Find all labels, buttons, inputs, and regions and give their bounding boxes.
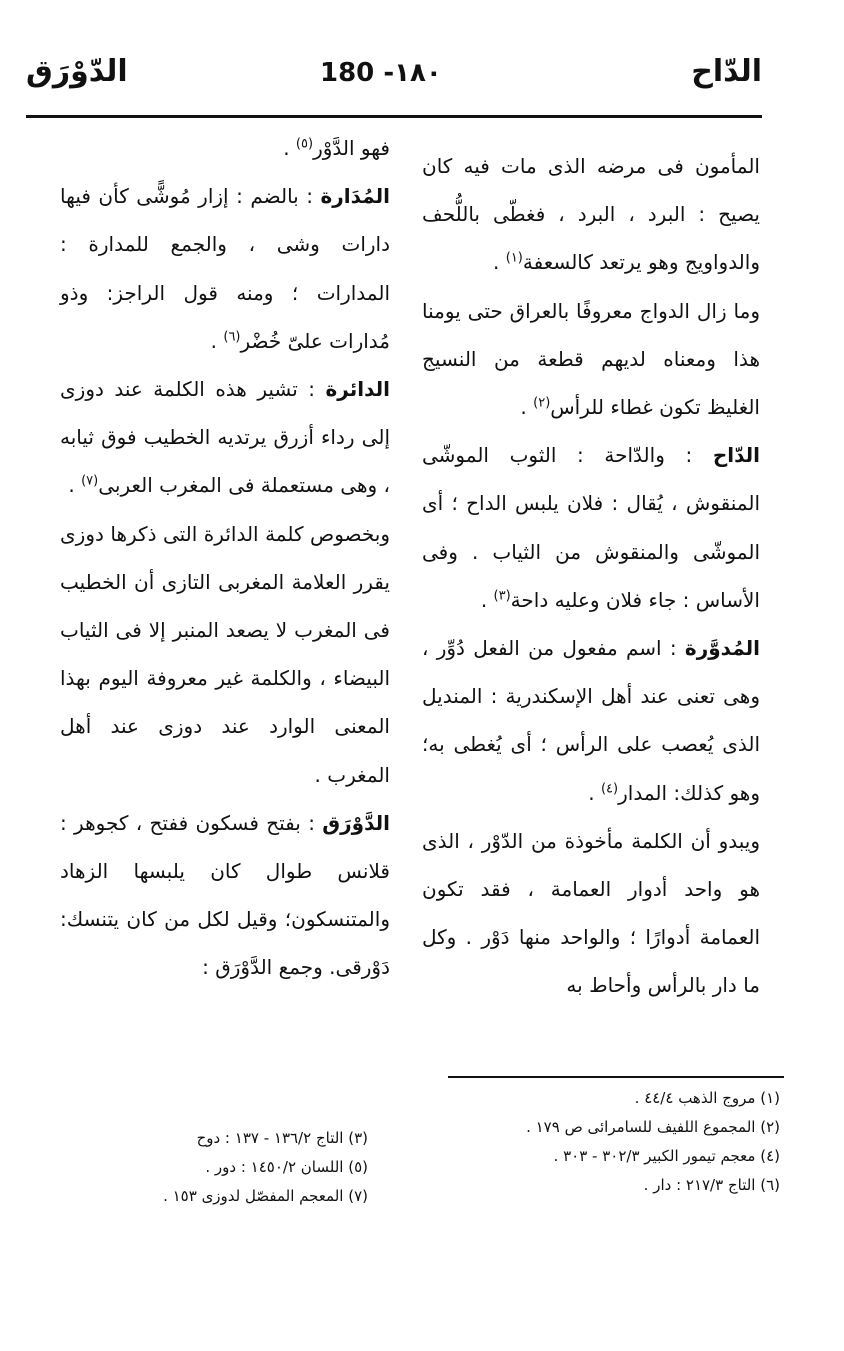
page-number-arabic: -١٨٠ (383, 58, 442, 88)
footnote: (٣) التاج ١٣٦/٢ - ١٣٧ : دوح (196, 1129, 368, 1147)
footnote-ref: (٦) (223, 329, 241, 345)
entry-term: الدائرة (325, 377, 390, 402)
footnote-ref: (٧) (81, 473, 99, 489)
page-number-latin: 180 (320, 58, 375, 88)
page-header (0, 50, 844, 100)
footnotes-right (420, 1084, 780, 1200)
paragraph: فهو الدَّوْر$^{(٥)}$ . (283, 136, 390, 160)
header-left-title: الدّوْرَق (26, 54, 128, 89)
footnote-ref: (١) (505, 250, 523, 266)
footnote-ref: (٣) (493, 588, 511, 604)
footnote-ref: (٥) (295, 136, 314, 152)
paragraph: وما زال الدواج معروفًا بالعراق حتى يومنا هذا ومعناه لديهم قطعة من النسيج الغليظ تكون غطاء للرأس$^{(٢)}$ . (422, 298, 760, 420)
footnote-ref: (٤) (600, 780, 619, 796)
footnote: (٢) المجموع اللفيف للسامرائى ص ١٧٩ . (526, 1118, 780, 1136)
header-rule (26, 115, 762, 118)
footnote-ref: (٢) (533, 395, 551, 411)
entry-daah: الدّاح : والدّاحة : الثوب الموشّى المنقوش ، يُقال : فلان يلبس الداح ؛ أى الموشّى والمنقوش من الثياب . وفى الأساس : جاء فلان وعليه داحة$^{(٣)}$ . (422, 443, 760, 612)
left-column (60, 124, 390, 992)
entry-term: المُدَارة (320, 184, 390, 209)
entry-term: الدّاح (712, 443, 760, 468)
paragraph: المأمون فى مرضه الذى مات فيه كان يصيح : البرد ، البرد ، فغطّى باللُّحف والدواويج وهو يرتعد كالسعفة$^{(١)}$ . (422, 154, 760, 275)
entry-term: المُدوَّرة (684, 636, 760, 661)
entry-dawraq: الدَّوْرَق : بفتح فسكون ففتح ، كجوهر : قلانس طوال كان يلبسها الزهاد والمتنسكون؛ وقيل لكل من كان يتنسك: دَوْرقى. وجمع الدَّوْرَق : (60, 810, 390, 980)
entry-mudawwara: المُدوَّرة : اسم مفعول من الفعل دُوِّر ، وهى تعنى عند أهل الإسكندرية : المنديل الذى يُعصب على الرأس ؛ أى يُغطى به؛ وهو كذلك: المدار$^{(٤)}$ . (422, 636, 760, 805)
footnote-rule (448, 1076, 784, 1078)
footnote: (٤) معجم تيمور الكبير ٣٠٢/٣ - ٣٠٣ . (553, 1147, 780, 1165)
paragraph: وبخصوص كلمة الدائرة التى ذكرها دوزى يقرر العلامة المغربى التازى أن الخطيب فى المغرب لا يصعد المنبر إلا فى الثياب البيضاء ، والكلمة غير معروفة اليوم بهذا المعنى الوارد عند دوزى عند أهل المغرب . (60, 521, 390, 787)
footnote: (٥) اللسان ١٤٥٠/٢ : دور . (205, 1158, 368, 1176)
footnote: (٧) المعجم المفصّل لدوزى ١٥٣ . (163, 1187, 368, 1205)
header-right-title: الدّاح (691, 54, 762, 89)
footnotes-left (38, 1124, 368, 1211)
page-number (320, 58, 442, 88)
paragraph: ويبدو أن الكلمة مأخوذة من الدّوْر ، الذى هو واحد أدوار العمامة ، فقد تكون العمامة أدوارًا ؛ والواحد منها دَوْر . وكل ما دار بالرأس وأحاط به (422, 828, 760, 998)
footnote: (٦) التاج ٢١٧/٣ : دار . (643, 1176, 780, 1194)
entry-daira: الدائرة : تشير هذه الكلمة عند دوزى إلى رداء أزرق يرتديه الخطيب فوق ثيابه ، وهى مستعملة فى المغرب العربى$^{(٧)}$ . (60, 377, 390, 498)
footnote: (١) مروج الذهب ٤٤/٤ . (634, 1089, 780, 1107)
entry-mudara: المُدَارة : بالضم : إزار مُوشًّى كأن فيها دارات وشى ، والجمع للمدارة : المدارات ؛ ومنه قول الراجز: وذو مُدارات علىّ خُضْر$^{(٦)}$ . (60, 184, 390, 353)
right-column (422, 142, 760, 1010)
entry-term: الدَّوْرَق (322, 810, 390, 835)
